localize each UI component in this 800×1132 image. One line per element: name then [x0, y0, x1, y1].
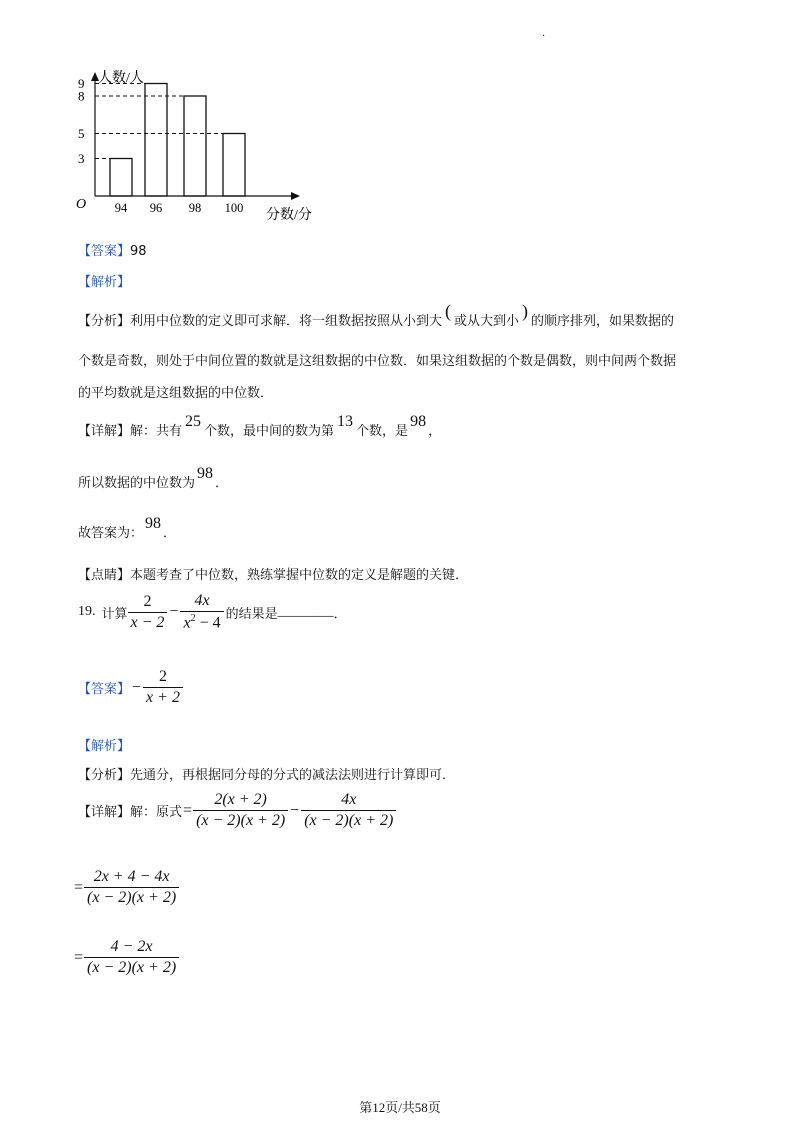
step2-denominator: (x − 2)(x + 2): [87, 889, 177, 906]
q19-answer-line: [78, 668, 183, 707]
analysis-text-a: 利用中位数的定义即可求解．将一组数据按照从小到大: [130, 314, 443, 329]
q18-answer-line: [78, 240, 147, 259]
comment-text: 本题考查了中位数，熟练掌握中位数的定义是解题的关键．: [130, 568, 469, 583]
paren-close: ): [522, 301, 529, 321]
so-end: ．: [215, 476, 229, 491]
step1-minus: −: [290, 801, 300, 819]
x-tick-label: 98: [188, 201, 202, 215]
x-tick-label: 96: [149, 201, 163, 215]
fraction-two-numerator: 4x: [180, 592, 223, 612]
step1-a-numerator: 2(x + 2): [193, 791, 288, 811]
so-text: 所以数据的中位数为: [78, 476, 196, 491]
answer-fraction: [143, 668, 183, 707]
den-rest: − 4: [195, 614, 221, 632]
answer-tag: 【答案】: [78, 682, 131, 697]
q19-question: [78, 592, 347, 632]
mid-value: 98: [410, 413, 427, 430]
detail-end: ，: [428, 424, 442, 439]
step1-fraction-b: [301, 791, 396, 830]
analysis-text-c: 的顺序排列，如果数据的: [531, 314, 675, 329]
step3-denominator: (x − 2)(x + 2): [87, 959, 177, 976]
ans-end: ．: [163, 526, 177, 541]
step1-fraction-a: [193, 791, 288, 830]
bar-chart: [60, 62, 340, 224]
question-tail: 的结果是: [225, 606, 278, 622]
step2-numerator: 2x + 4 − 4x: [84, 868, 179, 888]
origin-label: O: [76, 197, 87, 212]
analysis-text-b: 或从大到小: [454, 314, 520, 329]
equals-sign: =: [183, 801, 193, 819]
fraction-two: [180, 592, 223, 632]
detail-tag: 【详解】: [78, 805, 131, 820]
step3-numerator: 4 − 2x: [84, 938, 179, 958]
q19-detail-step3: [74, 938, 179, 977]
bar: [223, 134, 245, 197]
answer-blank: ________: [277, 604, 334, 620]
step2-fraction: [84, 868, 179, 907]
q19-jiexi-tag: 【解析】: [78, 739, 131, 754]
fraction-one-numerator: 2: [128, 593, 168, 613]
q18-analysis-line1: [78, 301, 675, 330]
equals-sign: =: [74, 878, 84, 896]
q18-comment-line: [78, 564, 468, 583]
y-axis-label: 人数/人: [98, 71, 144, 86]
analysis-tag: 【分析】: [78, 768, 131, 783]
n-total: 25: [185, 413, 202, 430]
y-tick-label: 5: [78, 126, 85, 141]
detail-text-c: 个数，是: [356, 424, 409, 439]
answer-tag: 【答案】: [78, 244, 131, 259]
step1-b-numerator: 4x: [301, 791, 396, 811]
step1-b-denominator: (x − 2)(x + 2): [304, 812, 394, 829]
equals-sign: =: [74, 948, 84, 966]
y-tick-label: 8: [78, 88, 85, 104]
bar: [110, 159, 132, 197]
detail-text-b: 个数，最中间的数为第: [204, 424, 335, 439]
den-exponent: 2: [190, 613, 196, 624]
paren-open: (: [445, 301, 452, 321]
header-mark: .: [542, 28, 546, 39]
q18-so-line: [78, 465, 229, 492]
answer-value: 98: [130, 244, 147, 259]
answer-denominator: x + 2: [146, 689, 180, 706]
q19-detail-step1: [78, 791, 396, 830]
detail-text-a: 解：共有: [130, 424, 183, 439]
x-axis-label: 分数/分: [266, 208, 312, 223]
n-mid: 13: [337, 413, 354, 430]
fraction-one: [128, 593, 168, 632]
x-tick-label: 100: [224, 201, 244, 215]
fraction-one-denominator: x − 2: [130, 613, 165, 631]
question-number: 19.: [78, 604, 96, 620]
detail-text: 解：原式: [130, 805, 183, 820]
ans-text: 故答案为：: [78, 526, 144, 541]
q19-analysis-line: [78, 764, 455, 783]
so-value: 98: [197, 465, 214, 482]
question-ask: 计算: [101, 606, 128, 622]
x-axis-arrow: [291, 192, 300, 200]
answer-numerator: 2: [143, 668, 183, 688]
step1-a-denominator: (x − 2)(x + 2): [196, 812, 286, 829]
step3-fraction: [84, 938, 179, 977]
q18-detail-line: [78, 413, 442, 440]
y-tick-label: 9: [78, 76, 85, 91]
comment-tag: 【点睛】: [78, 568, 131, 583]
jiexi-tag: 【解析】: [78, 275, 131, 290]
bar: [145, 84, 167, 197]
minus-sign: −: [169, 603, 179, 621]
answer-sign: −: [132, 678, 142, 696]
analysis-tag: 【分析】: [78, 314, 131, 329]
page-footer: 第12页/共58页: [359, 1100, 441, 1115]
ans-value: 98: [145, 515, 162, 532]
q18-analysis-line2: 个数是奇数，则处于中间位置的数就是这组数据的中位数．如果这组数据的个数是偶数，则中间两个数据: [78, 354, 677, 369]
y-tick-label: 3: [78, 151, 85, 166]
x-tick-label: 94: [114, 201, 128, 215]
q18-analysis-line3: 的平均数就是这组数据的中位数．: [78, 386, 274, 401]
fraction-two-denominator: [180, 612, 223, 632]
q19-detail-step2: [74, 868, 179, 907]
detail-tag: 【详解】: [78, 424, 131, 439]
q18-answer-final: [78, 515, 177, 542]
den-x: x: [183, 614, 191, 632]
bar: [184, 96, 206, 196]
analysis-text: 先通分，再根据同分母的分式的减法法则进行计算即可．: [130, 768, 456, 783]
question-end: ．: [333, 606, 347, 622]
